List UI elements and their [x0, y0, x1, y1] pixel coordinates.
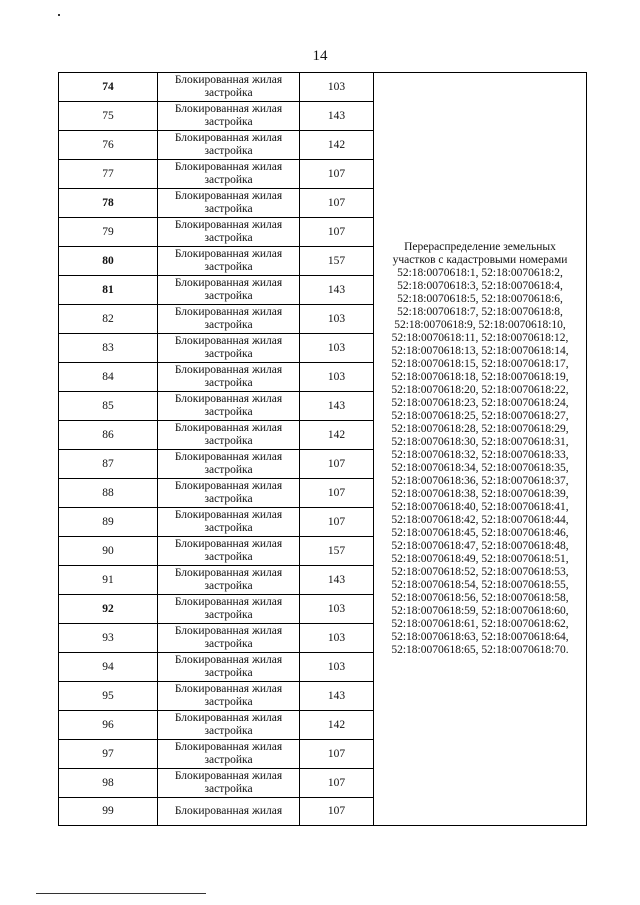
table-row [59, 73, 587, 102]
plot-number: 96 [59, 711, 158, 740]
land-use-type [158, 566, 300, 595]
note-line: 52:18:0070618:65, 52:18:0070618:70. [391, 644, 569, 656]
land-use-line-1: Блокированная жилая [174, 741, 283, 753]
plot-area: 107 [300, 189, 374, 218]
note-line: 52:18:0070618:5, 52:18:0070618:6, [397, 293, 563, 305]
land-use-line-2: застройка [204, 783, 253, 795]
note-line: 52:18:0070618:38, 52:18:0070618:39, [391, 488, 569, 500]
land-use-line-1: Блокированная жилая [174, 161, 283, 173]
note-line: 52:18:0070618:45, 52:18:0070618:46, [391, 527, 569, 539]
scan-speck [58, 14, 60, 16]
land-use-line-2: застройка [204, 232, 253, 244]
plot-number: 88 [59, 479, 158, 508]
note-line: 52:18:0070618:15, 52:18:0070618:17, [391, 358, 569, 370]
plot-area: 157 [300, 537, 374, 566]
note-line: участков с кадастровыми номерами [392, 254, 568, 266]
land-use-line-1: Блокированная жилая [174, 538, 283, 550]
land-use-line-2: застройка [204, 464, 253, 476]
land-use-type [158, 218, 300, 247]
land-use-type [158, 189, 300, 218]
land-use-line-2: застройка [204, 754, 253, 766]
plot-area: 143 [300, 392, 374, 421]
land-use-line-2: застройка [204, 406, 253, 418]
plot-number: 75 [59, 102, 158, 131]
land-use-line-2: застройка [204, 261, 253, 273]
plot-number: 78 [59, 189, 158, 218]
land-use-line-1: Блокированная жилая [174, 451, 283, 463]
plot-area: 143 [300, 682, 374, 711]
plot-number: 94 [59, 653, 158, 682]
land-use-line-1: Блокированная жилая [174, 306, 283, 318]
land-use-line-2: застройка [204, 493, 253, 505]
plot-number: 95 [59, 682, 158, 711]
land-use-type [158, 363, 300, 392]
note-line: 52:18:0070618:42, 52:18:0070618:44, [391, 514, 569, 526]
note-line: 52:18:0070618:61, 52:18:0070618:62, [391, 618, 569, 630]
land-use-line-1: Блокированная жилая [174, 596, 283, 608]
plot-area: 107 [300, 508, 374, 537]
land-use-type [158, 73, 300, 102]
land-use-line-2: застройка [204, 522, 253, 534]
plot-area: 103 [300, 334, 374, 363]
note-line: 52:18:0070618:20, 52:18:0070618:22, [391, 384, 569, 396]
land-use-line-1: Блокированная жилая [174, 654, 283, 666]
plot-area: 142 [300, 131, 374, 160]
land-use-type [158, 798, 300, 826]
plot-number: 83 [59, 334, 158, 363]
land-use-type [158, 421, 300, 450]
land-use-type [158, 711, 300, 740]
plot-number: 85 [59, 392, 158, 421]
plot-area: 107 [300, 769, 374, 798]
note-line: 52:18:0070618:59, 52:18:0070618:60, [391, 605, 569, 617]
land-use-line-1: Блокированная жилая [174, 248, 283, 260]
land-use-line-2: застройка [204, 435, 253, 447]
note-line: 52:18:0070618:34, 52:18:0070618:35, [391, 462, 569, 474]
land-use-type [158, 102, 300, 131]
land-use-line-2: застройка [204, 551, 253, 563]
plot-number: 80 [59, 247, 158, 276]
plot-number: 89 [59, 508, 158, 537]
note-line: 52:18:0070618:3, 52:18:0070618:4, [397, 280, 563, 292]
plot-area: 103 [300, 653, 374, 682]
plot-area: 107 [300, 479, 374, 508]
land-use-line-1: Блокированная жилая [174, 335, 283, 347]
land-use-line-2: застройка [204, 290, 253, 302]
plot-number: 92 [59, 595, 158, 624]
land-use-line-2: застройка [204, 667, 253, 679]
plot-area: 143 [300, 102, 374, 131]
plot-area: 103 [300, 624, 374, 653]
note-line: 52:18:0070618:49, 52:18:0070618:51, [391, 553, 569, 565]
land-use-line-2: застройка [204, 145, 253, 157]
plot-area: 107 [300, 160, 374, 189]
land-use-type [158, 537, 300, 566]
land-use-type [158, 479, 300, 508]
plot-area: 143 [300, 276, 374, 305]
land-use-line-1: Блокированная жилая [174, 132, 283, 144]
plot-number: 87 [59, 450, 158, 479]
footer-rule [36, 893, 206, 894]
plot-area: 107 [300, 450, 374, 479]
plot-number: 76 [59, 131, 158, 160]
land-use-type [158, 392, 300, 421]
land-use-line-2: застройка [204, 319, 253, 331]
land-use-line-2: застройка [204, 580, 253, 592]
land-use-line-1: Блокированная жилая [174, 770, 283, 782]
plot-number: 82 [59, 305, 158, 334]
land-use-line-2: застройка [204, 696, 253, 708]
plot-area: 107 [300, 740, 374, 769]
note-line: 52:18:0070618:52, 52:18:0070618:53, [391, 566, 569, 578]
land-use-type [158, 247, 300, 276]
note-line: 52:18:0070618:54, 52:18:0070618:55, [391, 579, 569, 591]
plot-area: 103 [300, 73, 374, 102]
plot-number: 77 [59, 160, 158, 189]
plot-number: 86 [59, 421, 158, 450]
land-use-type [158, 160, 300, 189]
note-line: 52:18:0070618:13, 52:18:0070618:14, [391, 345, 569, 357]
land-use-line-2: застройка [204, 377, 253, 389]
land-use-line-1: Блокированная жилая [174, 190, 283, 202]
plot-area: 103 [300, 305, 374, 334]
note-line: 52:18:0070618:36, 52:18:0070618:37, [391, 475, 569, 487]
land-use-line-1: Блокированная жилая [174, 74, 283, 86]
land-use-line-1: Блокированная жилая [174, 683, 283, 695]
plot-area: 143 [300, 566, 374, 595]
land-use-line-1: Блокированная жилая [174, 509, 283, 521]
land-use-line-2: застройка [204, 638, 253, 650]
land-use-line-2: застройка [204, 725, 253, 737]
note-line: 52:18:0070618:9, 52:18:0070618:10, [394, 319, 566, 331]
note-line: 52:18:0070618:28, 52:18:0070618:29, [391, 423, 569, 435]
land-use-line-2: застройка [204, 609, 253, 621]
plot-number: 91 [59, 566, 158, 595]
land-use-line-1: Блокированная жилая [174, 625, 283, 637]
land-use-type [158, 595, 300, 624]
plot-area: 107 [300, 218, 374, 247]
plot-area: 142 [300, 711, 374, 740]
land-use-type [158, 305, 300, 334]
land-use-type [158, 769, 300, 798]
note-line: 52:18:0070618:56, 52:18:0070618:58, [391, 592, 569, 604]
land-use-line-1: Блокированная жилая [174, 567, 283, 579]
land-use-line-1: Блокированная жилая [174, 480, 283, 492]
land-use-line-1: Блокированная жилая [174, 393, 283, 405]
land-use-line-1: Блокированная жилая [174, 364, 283, 376]
note-line: Перераспределение земельных [404, 241, 556, 253]
plot-area: 103 [300, 595, 374, 624]
plot-number: 90 [59, 537, 158, 566]
land-use-type [158, 624, 300, 653]
note-line: 52:18:0070618:1, 52:18:0070618:2, [397, 267, 563, 279]
land-use-line-2: застройка [204, 116, 253, 128]
land-use-line-2: застройка [204, 203, 253, 215]
land-use-line-1: Блокированная жилая [174, 712, 283, 724]
note-line: 52:18:0070618:40, 52:18:0070618:41, [391, 501, 569, 513]
plot-area: 157 [300, 247, 374, 276]
land-plots-table [58, 72, 587, 826]
note-line: 52:18:0070618:25, 52:18:0070618:27, [391, 410, 569, 422]
note-line: 52:18:0070618:47, 52:18:0070618:48, [391, 540, 569, 552]
plot-number: 97 [59, 740, 158, 769]
land-use-type [158, 682, 300, 711]
land-use-line-1: Блокированная жилая [174, 103, 283, 115]
land-use-line-1: Блокированная жилая [174, 422, 283, 434]
land-use-line-2: застройка [204, 87, 253, 99]
land-use-type [158, 450, 300, 479]
plot-area: 142 [300, 421, 374, 450]
plot-number: 98 [59, 769, 158, 798]
land-use-type [158, 653, 300, 682]
plot-number: 74 [59, 73, 158, 102]
plot-number: 93 [59, 624, 158, 653]
note-line: 52:18:0070618:7, 52:18:0070618:8, [397, 306, 563, 318]
note-line: 52:18:0070618:23, 52:18:0070618:24, [391, 397, 569, 409]
note-line: 52:18:0070618:30, 52:18:0070618:31, [391, 436, 569, 448]
note-line: 52:18:0070618:18, 52:18:0070618:19, [391, 371, 569, 383]
land-use-type [158, 740, 300, 769]
land-use-line-2: застройка [204, 348, 253, 360]
land-use-line-1: Блокированная жилая [174, 805, 283, 817]
note-line: 52:18:0070618:32, 52:18:0070618:33, [391, 449, 569, 461]
note-line: 52:18:0070618:11, 52:18:0070618:12, [391, 332, 569, 344]
land-use-line-1: Блокированная жилая [174, 219, 283, 231]
land-use-line-1: Блокированная жилая [174, 277, 283, 289]
plot-number: 81 [59, 276, 158, 305]
plot-number: 99 [59, 798, 158, 826]
plot-number: 79 [59, 218, 158, 247]
plot-area: 107 [300, 798, 374, 826]
land-use-line-2: застройка [204, 174, 253, 186]
land-use-type [158, 131, 300, 160]
note-line: 52:18:0070618:63, 52:18:0070618:64, [391, 631, 569, 643]
land-use-type [158, 276, 300, 305]
redistribution-note [374, 73, 587, 826]
page-number: 14 [312, 48, 328, 64]
plot-area: 103 [300, 363, 374, 392]
land-use-type [158, 334, 300, 363]
plot-number: 84 [59, 363, 158, 392]
land-use-type [158, 508, 300, 537]
